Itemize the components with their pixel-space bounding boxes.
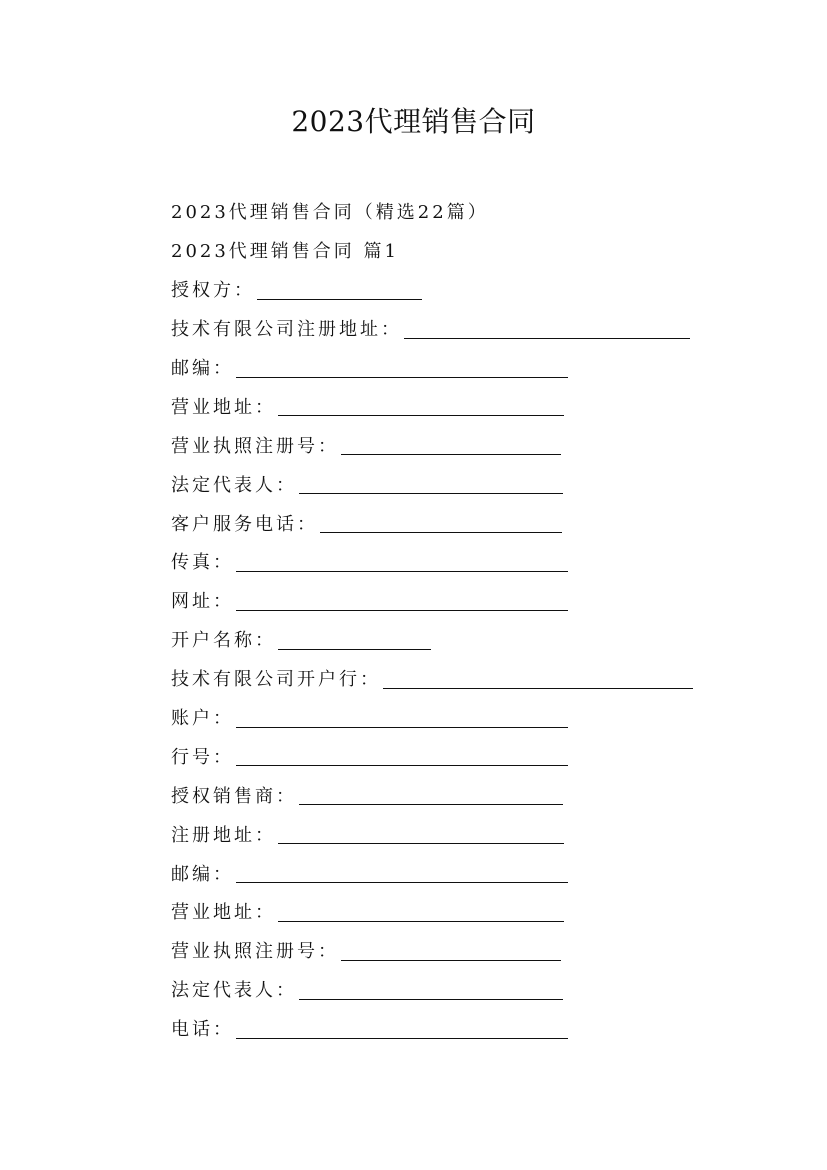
field-line — [171, 931, 731, 970]
field-line — [171, 775, 731, 814]
field-line — [171, 464, 731, 503]
fill-blank — [236, 707, 568, 728]
fill-blank — [257, 279, 422, 300]
field-label: 电话： — [171, 1019, 234, 1041]
field-label: 行号： — [171, 746, 234, 768]
subtitle-line: 2023代理销售合同（精选22篇） — [171, 202, 489, 224]
field-label: 开户名称： — [171, 630, 276, 652]
field-label: 网址： — [171, 591, 234, 613]
fill-blank — [341, 940, 561, 961]
fill-blank — [278, 901, 564, 922]
fill-blank — [236, 745, 568, 766]
field-label: 营业地址： — [171, 902, 276, 924]
fill-blank — [236, 1018, 568, 1039]
field-line — [171, 736, 731, 775]
document-body — [171, 192, 731, 1048]
field-label: 授权方： — [171, 280, 255, 302]
field-label: 授权销售商： — [171, 785, 297, 807]
field-label: 账户： — [171, 708, 234, 730]
fill-blank — [299, 979, 563, 1000]
field-label: 注册地址： — [171, 824, 276, 846]
field-label: 法定代表人： — [171, 980, 297, 1002]
fill-blank — [299, 784, 563, 805]
fill-blank — [299, 473, 563, 494]
field-line — [171, 892, 731, 931]
field-label: 邮编： — [171, 358, 234, 379]
section-heading: 2023代理销售合同 篇1 — [171, 241, 399, 263]
fill-blank — [236, 357, 568, 378]
field-line — [171, 309, 731, 348]
fill-blank — [236, 551, 568, 572]
fill-blank — [236, 590, 568, 611]
field-line — [171, 853, 731, 892]
field-label: 营业执照注册号： — [171, 941, 339, 963]
field-line — [171, 581, 731, 620]
field-line — [171, 814, 731, 853]
field-line — [171, 1009, 731, 1048]
field-line — [171, 503, 731, 542]
field-label: 法定代表人： — [171, 474, 297, 496]
field-label: 营业地址： — [171, 396, 276, 418]
field-label: 技术有限公司开户行： — [171, 669, 381, 691]
document-title: 2023代理销售合同 — [291, 105, 536, 138]
field-line — [171, 425, 731, 464]
field-label: 传真： — [171, 552, 234, 574]
fill-blank — [278, 395, 564, 416]
fill-blank — [278, 629, 431, 650]
fill-blank — [278, 823, 564, 844]
field-line — [171, 970, 731, 1009]
field-line — [171, 659, 731, 698]
field-line — [171, 348, 731, 387]
field-line — [171, 698, 731, 737]
field-line — [171, 620, 731, 659]
fill-blank — [320, 512, 562, 533]
field-label: 营业执照注册号： — [171, 435, 339, 457]
field-line — [171, 542, 731, 581]
fill-blank — [383, 668, 693, 689]
field-label: 技术有限公司注册地址： — [171, 319, 402, 341]
fill-blank — [404, 318, 690, 339]
field-label: 邮编： — [171, 863, 234, 885]
field-label: 客户服务电话： — [171, 513, 318, 535]
field-line — [171, 270, 731, 309]
fill-blank — [341, 434, 561, 455]
field-line — [171, 386, 731, 425]
fill-blank — [236, 862, 568, 883]
